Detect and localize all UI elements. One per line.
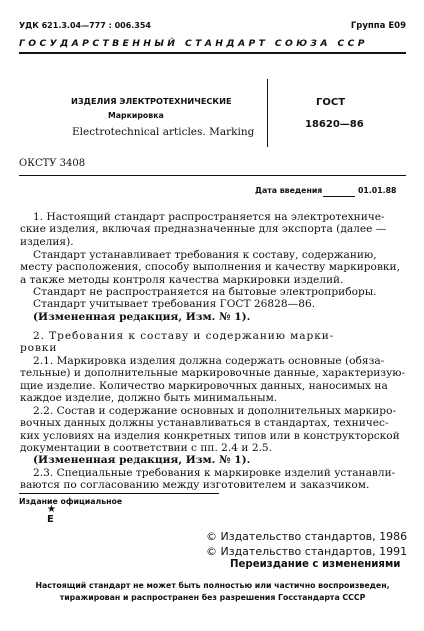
group-code: Группа Е09 xyxy=(350,21,406,31)
text-line: тельные) и дополнительные маркировочные данные, характеризую- xyxy=(20,367,406,380)
paragraph-2-3 xyxy=(20,467,395,492)
intro-date-label: Дата введения xyxy=(255,186,323,195)
text-line: 2. Требования к составу и содержанию марки- xyxy=(33,330,335,342)
text-line: месту расположения, способу выполнения и качеству маркировки, xyxy=(20,261,400,274)
text-line: а также методы контроля качества маркировки изделий. xyxy=(20,273,344,286)
text-line: вочных данных должны устанавливаться в стандартах, техничес- xyxy=(20,417,389,430)
intro-date-line xyxy=(323,196,355,197)
footer-rule xyxy=(19,493,219,494)
title-divider xyxy=(267,79,268,147)
text-line: щие изделие. Количество маркировочных данных, наносимых на xyxy=(20,379,388,392)
document-title-english: Electrotechnical articles. Marking xyxy=(72,126,255,138)
document-subtitle: Маркировка xyxy=(108,111,164,120)
reprint-note: Переиздание с изменениями xyxy=(230,559,401,570)
intro-date-value: 01.01.88 xyxy=(358,186,397,195)
official-edition-label: Издание официальное xyxy=(19,497,123,506)
paragraph-2-2 xyxy=(20,405,400,455)
paragraph-2-1 xyxy=(20,355,405,405)
text-line: Стандарт устанавливает требования к составу, содержанию, xyxy=(33,249,377,261)
gost-label: ГОСТ xyxy=(316,97,346,108)
section-2-heading xyxy=(20,330,334,355)
text-line: 2.2. Состав и содержание основных и дополнительных маркиро- xyxy=(33,405,397,417)
text-line: Стандарт не распространяется на бытовые электроприборы. xyxy=(33,286,377,298)
text-line: 2.1. Маркировка изделия должна содержать основные (обяза- xyxy=(33,355,385,367)
state-standard-heading: ГОСУДАРСТВЕННЫЙ СТАНДАРТ СОЮЗА ССР xyxy=(19,38,368,49)
text-line: документации в соответствии с пп. 2.4 и 2.5. xyxy=(20,442,273,455)
copyright-notice-line-2: тиражирован и распространен без разрешения Госстандарта СССР xyxy=(59,593,366,602)
text-line: каждое изделие, должно быть минимальным. xyxy=(20,392,278,405)
paragraph-1 xyxy=(20,211,386,248)
text-line: изделия). xyxy=(20,235,74,248)
okstu-code: ОКСТУ 3408 xyxy=(19,158,86,169)
text-line: 1. Настоящий стандарт распространяется на электротехниче- xyxy=(33,211,385,223)
text-line: Стандарт учитывает требования ГОСТ 26828—86. xyxy=(33,298,316,311)
document-title: ИЗДЕЛИЯ ЭЛЕКТРОТЕХНИЧЕСКИЕ xyxy=(71,96,232,106)
star-icon: ★ xyxy=(47,504,56,515)
paragraph-3 xyxy=(20,286,377,311)
udk-code: УДК 621.3.04—777 : 006.354 xyxy=(19,21,151,30)
text-line: ваются по согласованию между изготовителем и заказчиком. xyxy=(20,479,370,492)
okstu-rule xyxy=(19,175,406,176)
edition-mark: Е xyxy=(47,514,54,525)
copyright-notice-line-1: Настоящий стандарт не может быть полностью или частично воспроизведен, xyxy=(35,581,390,590)
text-line: ких условиях на изделия конкретных типов или в конструкторской xyxy=(20,429,400,442)
amendment-note-2: (Измененная редакция, Изм. № 1). xyxy=(33,454,251,466)
paragraph-2 xyxy=(20,249,400,286)
amendment-note-1: (Измененная редакция, Изм. № 1). xyxy=(33,311,251,323)
header-rule xyxy=(19,52,406,54)
gost-number: 18620—86 xyxy=(305,119,364,130)
copyright-1986: © Издательство стандартов, 1986 xyxy=(206,530,408,543)
text-line: ские изделия, включая предназначенные для экспорта (далее — xyxy=(20,223,387,236)
text-line: 2.3. Специальные требования к маркировке изделий устанавли- xyxy=(33,467,396,479)
text-line: ровки xyxy=(20,342,58,355)
copyright-1991: © Издательство стандартов, 1991 xyxy=(206,545,408,558)
